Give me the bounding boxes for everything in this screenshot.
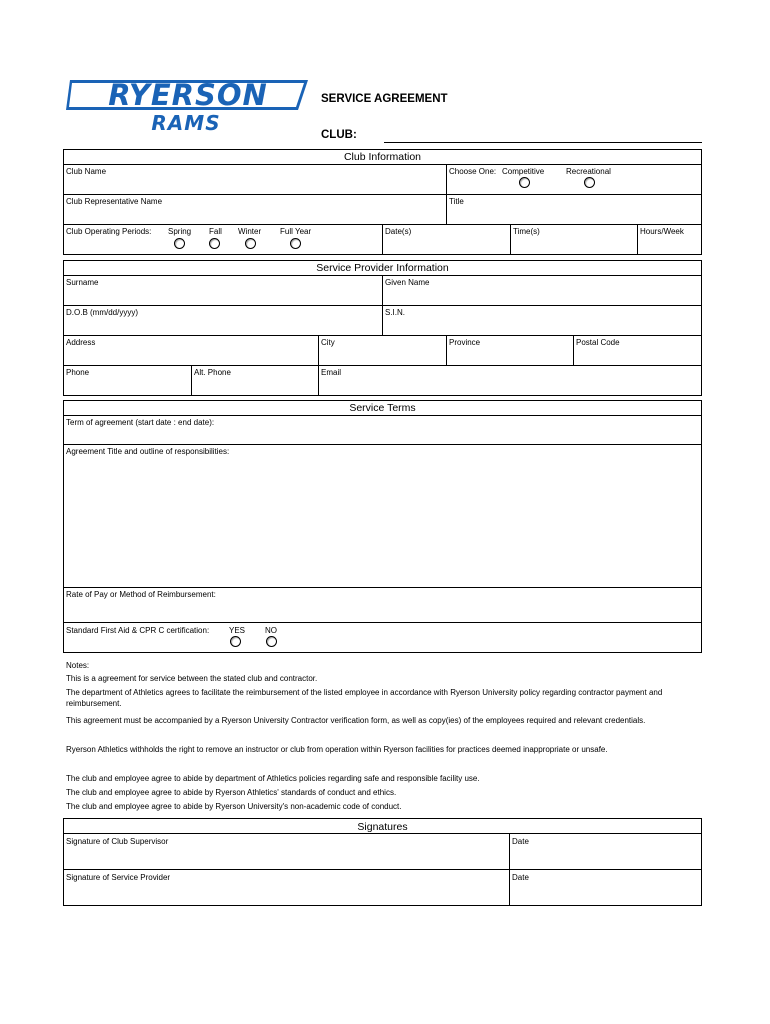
term-label: Term of agreement (start date : end date): [66,418,215,427]
note-line-2: The department of Athletics agrees to facilitate the reimbursement of the listed employee in accordance with Ryerson University policy regarding contractor payment and reimbursement. [66,688,663,708]
recreational-label: Recreational [566,167,611,176]
postal-code-label: Postal Code [576,338,620,347]
province-label: Province [449,338,481,347]
service-terms-heading: Service Terms [349,402,416,414]
sin-label: S.I.N. [385,308,406,317]
service-provider-signature-label: Signature of Service Provider [66,873,171,882]
service-terms-section [63,400,702,653]
service-provider-heading: Service Provider Information [316,262,449,274]
competitive-radio[interactable] [519,177,530,188]
hours-week-label: Hours/Week [640,227,684,236]
note-line-4: Ryerson Athletics withholds the right to remove an instructor or club from operation within Ryerson facilities for practices deemed inappropriate or unsafe. [66,745,608,754]
agreement-title-label: Agreement Title and outline of responsibilities: [66,447,230,456]
logo-rams-text: RAMS [151,111,221,135]
alt-phone-label: Alt. Phone [194,368,231,377]
fall-radio[interactable] [209,238,220,249]
given-name-label: Given Name [385,278,430,287]
note-line-6: The club and employee agree to abide by Ryerson Athletics' standards of conduct and ethics. [66,788,397,797]
provider-date-label: Date [512,873,529,882]
email-label: Email [321,368,342,377]
note-line-3: This agreement must be accompanied by a Ryerson University Contractor verification form, as well as copy(ies) of the employees required and relevant credentials. [66,716,646,725]
first-aid-label: Standard First Aid & CPR C certification: [66,626,210,635]
club-name-label: Club Name [66,167,107,176]
club-input-line[interactable] [384,142,702,143]
competitive-label: Competitive [502,167,545,176]
recreational-radio[interactable] [584,177,595,188]
full-year-label: Full Year [280,227,312,236]
club-rep-name-label: Club Representative Name [66,197,163,206]
logo-ryerson-text: RYERSON [108,78,268,112]
club-supervisor-signature-label: Signature of Club Supervisor [66,837,169,846]
supervisor-date-label: Date [512,837,529,846]
spring-radio[interactable] [174,238,185,249]
yes-label: YES [229,626,246,635]
city-label: City [321,338,335,347]
surname-label: Surname [66,278,99,287]
club-information-heading: Club Information [343,151,422,163]
winter-radio[interactable] [245,238,256,249]
first-aid-no-radio[interactable] [266,636,277,647]
rate-of-pay-label: Rate of Pay or Method of Reimbursement: [66,590,216,599]
club-label: CLUB: [321,129,357,141]
no-label: NO [265,626,277,635]
signatures-heading: Signatures [357,821,408,833]
address-label: Address [66,338,96,347]
fall-label: Fall [209,227,222,236]
note-line-1: This is a agreement for service between the stated club and contractor. [66,674,318,683]
notes-heading: Notes: [66,661,90,670]
winter-label: Winter [238,227,262,236]
note-line-7: The club and employee agree to abide by Ryerson University's non-academic code of conduct. [66,802,402,811]
dates-label: Date(s) [385,227,412,236]
full-year-radio[interactable] [290,238,301,249]
operating-periods-label: Club Operating Periods: [66,227,152,236]
title-label: Title [449,197,464,206]
choose-one-label: Choose One: [449,167,497,176]
ryerson-rams-logo [62,76,310,136]
spring-label: Spring [168,227,192,236]
phone-label: Phone [66,368,90,377]
dob-label: D.O.B (mm/dd/yyyy) [66,308,139,317]
times-label: Time(s) [513,227,540,236]
first-aid-yes-radio[interactable] [230,636,241,647]
note-line-5: The club and employee agree to abide by department of Athletics policies regarding safe and responsible facility use. [66,774,480,783]
page-title: SERVICE AGREEMENT [321,93,448,105]
